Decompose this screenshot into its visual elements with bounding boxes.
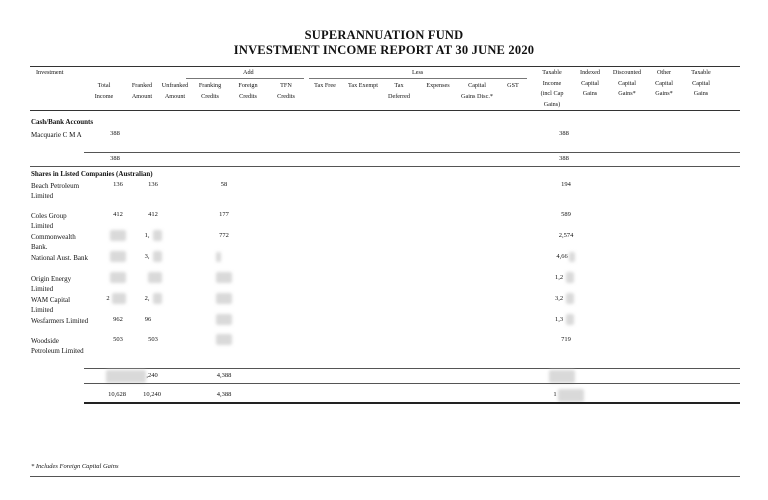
- section-rule: [30, 166, 740, 167]
- col-total-income: Total Income: [94, 82, 114, 100]
- cell-franked: 2,: [144, 295, 150, 302]
- section-cash: Cash/Bank Accounts: [31, 118, 94, 126]
- redacted-cell: [549, 370, 575, 383]
- redacted-cell: [153, 230, 162, 241]
- cell-taxable: 4,66: [556, 253, 568, 260]
- cell-franked: 1,: [144, 232, 150, 239]
- col-franked-amount: Franked Amount: [131, 82, 153, 100]
- redacted-cell: [216, 252, 221, 262]
- grand-total-franking: 4,388: [216, 391, 232, 398]
- cell-franking: 58: [220, 181, 228, 188]
- row-name: Beach Petroleum Limited: [31, 182, 80, 200]
- redacted-cell: [216, 314, 232, 325]
- report-subtitle: INVESTMENT INCOME REPORT AT 30 JUNE 2020: [233, 43, 535, 57]
- col-franking-credits: Franking Credits: [198, 82, 222, 100]
- cell-franked: 503: [148, 336, 158, 343]
- col-taxable-cg: Taxable Capital Gains: [691, 69, 711, 97]
- col-unfranked-amount: Unfranked Amount: [161, 82, 189, 100]
- col-foreign-credits: Foreign Credits: [238, 82, 258, 100]
- cell-total: 136: [113, 181, 123, 188]
- col-other-cg: Other Capital Gains*: [655, 69, 673, 97]
- row-name: Commonwealth Bank.: [31, 233, 76, 251]
- cell-total: 2: [106, 295, 110, 302]
- redacted-cell: [148, 272, 162, 283]
- subtotal-rule: [84, 383, 740, 384]
- cell-franked: 412: [148, 211, 158, 218]
- cell-taxable: 1,3: [554, 316, 564, 323]
- cell-total: 412: [113, 211, 123, 218]
- col-tfn-credits: TFN Credits: [277, 82, 295, 100]
- col-indexed-cg: Indexed Capital Gains: [580, 69, 600, 97]
- shares-subtotal-franking: 4,388: [216, 372, 232, 379]
- subtotal-rule: [84, 368, 740, 369]
- col-tax-exempt: Tax Exempt: [348, 82, 378, 89]
- header-investment: Investment: [36, 69, 64, 76]
- cell-total: 388: [110, 130, 120, 137]
- header-bottom-rule: [30, 110, 740, 111]
- cell-taxable: 388: [559, 130, 569, 137]
- header-top-rule: [30, 66, 740, 67]
- report-title: SUPERANNUATION FUND: [304, 28, 464, 42]
- footnote: * Includes Foreign Capital Gains: [31, 463, 119, 470]
- row-name: Coles Group Limited: [31, 212, 67, 230]
- grand-total-total: 10,628: [108, 391, 126, 398]
- cell-franked: 96: [144, 316, 152, 323]
- grand-total-rule: [84, 402, 740, 404]
- redacted-cell: [216, 334, 232, 345]
- redacted-cell: [216, 272, 232, 283]
- grand-total-taxable: 1: [553, 391, 557, 398]
- cell-franking: 177: [219, 211, 229, 218]
- cell-taxable: 1,2: [554, 274, 564, 281]
- redacted-cell: [216, 293, 232, 304]
- col-expenses: Expenses: [426, 82, 450, 89]
- row-name: Origin Energy Limited: [31, 275, 72, 293]
- col-discounted-cg: Discounted Capital Gains*: [612, 69, 642, 97]
- row-name: National Aust. Bank: [31, 254, 88, 262]
- add-group-rule: [186, 78, 304, 79]
- shares-subtotal-franked: ,240: [146, 372, 158, 379]
- cell-franked: 3,: [144, 253, 150, 260]
- less-group-rule: [309, 78, 527, 79]
- col-tax-deferred: Tax Deferred: [388, 82, 410, 100]
- redacted-cell: [569, 252, 575, 262]
- row-name: Macquarie C M A: [31, 131, 82, 139]
- col-capital-gains-disc: Capital Gains Disc.*: [461, 82, 493, 100]
- cell-taxable: 194: [561, 181, 571, 188]
- footer-rule: [30, 476, 740, 477]
- col-taxable-income: Taxable Income (incl Cap Gains): [540, 69, 564, 108]
- row-name: Woodside Petroleum Limited: [31, 337, 84, 355]
- cell-taxable: 3,2: [554, 295, 564, 302]
- redacted-cell: [566, 272, 574, 283]
- header-group-less: Less: [412, 69, 424, 76]
- header-group-add: Add: [243, 69, 254, 76]
- row-name: WAM Capital Limited: [31, 296, 71, 314]
- cell-franking: 772: [219, 232, 229, 239]
- col-tax-free: Tax Free: [314, 82, 336, 89]
- cell-total: 962: [113, 316, 123, 323]
- redacted-cell: [112, 293, 126, 304]
- cell-total: 503: [113, 336, 123, 343]
- cash-subtotal-taxable: 388: [559, 155, 569, 162]
- col-gst: GST: [507, 82, 519, 89]
- cell-taxable: 589: [561, 211, 571, 218]
- redacted-cell: [153, 251, 162, 262]
- grand-total-franked: 10,240: [143, 391, 161, 398]
- redacted-cell: [110, 272, 126, 283]
- redacted-cell: [106, 370, 146, 383]
- section-shares: Shares in Listed Companies (Australian): [31, 170, 153, 178]
- row-name: Wesfarmers Limited: [31, 317, 89, 325]
- redacted-cell: [110, 230, 126, 241]
- cell-franked: 136: [148, 181, 158, 188]
- redacted-cell: [558, 389, 584, 402]
- redacted-cell: [566, 314, 574, 325]
- redacted-cell: [153, 293, 162, 304]
- redacted-cell: [110, 251, 126, 262]
- subtotal-rule: [84, 152, 740, 153]
- cell-taxable: 2,574: [558, 232, 574, 239]
- cell-taxable: 719: [561, 336, 571, 343]
- cash-subtotal-total: 388: [110, 155, 120, 162]
- redacted-cell: [566, 293, 574, 304]
